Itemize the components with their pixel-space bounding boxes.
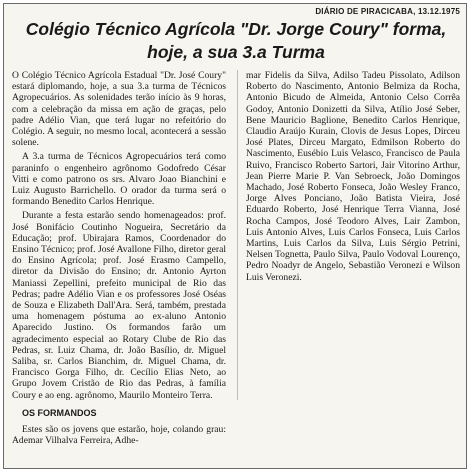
article-paragraph: A 3.a turma de Técnicos Agropecuários terá como paraninfo o engenheiro agrônomo Godofredo César Vitti e como patrono os srs. Alvaro Joao Bianchini e Luiz Augusto Barrichello. O orador da turma será o formando Benedito Carlos Henrique. (12, 151, 226, 208)
article-paragraph: Estes são os jovens que estarão, hoje, colando grau: Ademar Vilhalva Ferreira, Adhe- (12, 424, 226, 447)
left-column (12, 70, 226, 450)
section-subhead: OS FORMANDOS (22, 407, 97, 418)
article-paragraph: Durante a festa estarão sendo homenageados: prof. José Bonifácio Coutinho Nogueira, Secretário da Educação; prof. Ubirajara Ramos, Coordenador do Ensino Técnico; prof. José Avallone Filho, diretor geral do Ensino Agrícola; prof. José Erasmo Campello, diretor da Divisão do Ensino; dr. Antonio Ayrton Maniassi Zepellini, prefeito municipal de Rio das Pedras; padre Adélio Vian e os professores José Oséas de Souza e Elizabeth Dall'Ara. Será, também, prestada uma homenagem póstuma ao ex-aluno Antonio Aparecido Justino. Os formandos farão um agradecimento especial ao Rotary Clube de Rio das Pedras, sr. Luiz Chama, dr. João Basílio, dr. Miguel Saliba, sr. Carlos Bianchim, dr. Miguel Chama, dr. Francisco Gorga Filho, dr. Cecílio Elias Neto, ao Grupo Jovem Cristão de Rio das Pedras, à família Coury e ao eng. agrônomo, Maurilo Monteiro Terra. (12, 210, 226, 401)
right-column (246, 70, 460, 286)
column-divider (237, 70, 238, 400)
headline: Colégio Técnico Agrícola "Dr. Jorge Coury" forma, hoje, a sua 3.a Turma (25, 19, 447, 62)
source-line: DIÁRIO DE PIRACICABA, 13.12.1975 (315, 7, 460, 16)
newspaper-clipping (3, 3, 467, 469)
article-paragraph: O Colégio Técnico Agrícola Estadual "Dr. José Coury" estará diplomando, hoje, a sua 3.a turma de Técnicos Agropecuários. As solenidades terão início às 9 horas, com a celebração da missa em ação de graças, pelo padre Adélio Vian, que terá lugar no refeitório do Colégio. A seguir, no mesmo local, acontecerá a sessão solene. (12, 70, 226, 149)
graduates-list: mar Fidelis da Silva, Adilso Tadeu Pissolato, Adilson Roberto do Nascimento, Antonio Belmiza da Rocha, Antonio Bicudo de Almeida, Antonio Celso Corrêa Godoy, Antonio Donizetti da Silva, Atílio José Seber, Bene Mauricio Baglione, Benedito Carlos Henrique, Claudio Araújo Kurain, Clovis de Jesus Lopes, Dirceu José Plates, Dirceu Margato, Edmilson Roberto do Nascimento, Eusébio Luis Velasco, Francisco de Paula Ruivo, Francisco Roberto Sartori, Jair Vitorino Arthur, Jean Pierre Marie P. Van Sebroeck, João Domingos Machado, José Roberto Fonseca, João Wesley Franco, Jorge Alves Ponciano, João Batista Vieira, José Eduardo Roberto, José Henrique Terra Vianna, José Rocha Campos, José Teodoro Alves, Lair Zambon, Luis Antonio Alves, Luis Carlos Fonseca, Luis Carlos Martins, Luis Carlos da Silva, Luis Sérgio Petrini, Nelsen Tognetta, Paulo Silva, Paulo Vodoval Lourenço, Pedro Noadyr de Angelo, Sebastião Veronezi e Wilson Luis Veronezi. (246, 70, 460, 283)
